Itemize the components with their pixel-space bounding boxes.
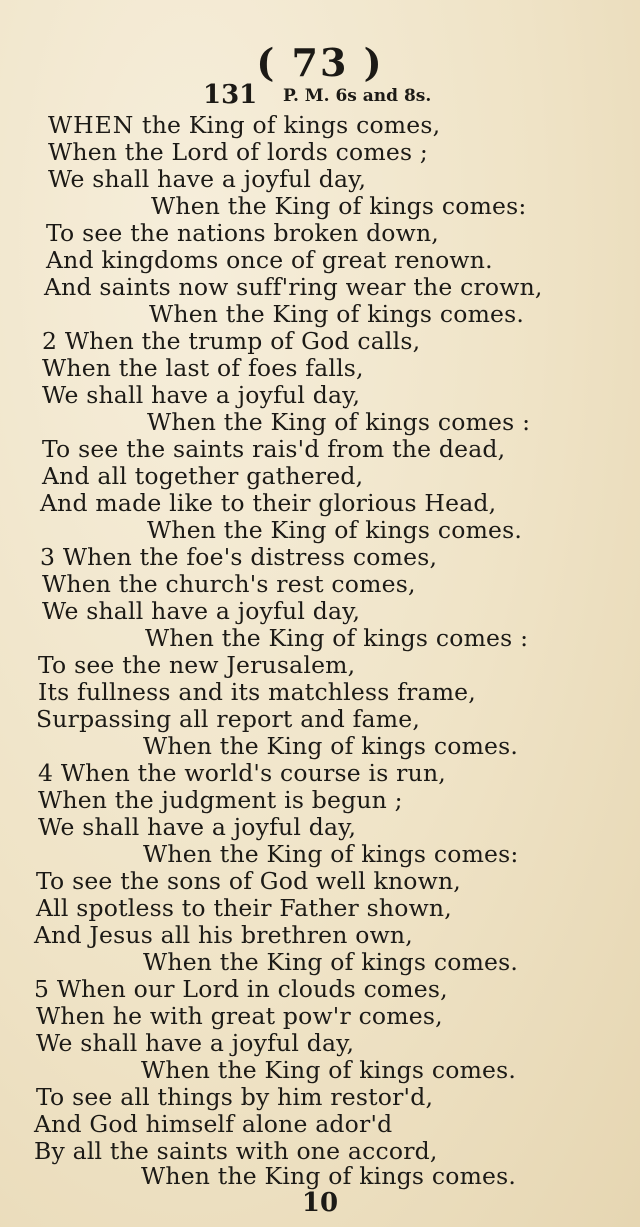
verse-line: 2 When the trump of God calls, bbox=[42, 327, 421, 355]
verse-line: By all the saints with one accord, bbox=[34, 1137, 438, 1165]
refrain-line: When the King of kings comes. bbox=[143, 732, 519, 760]
verse-line: To see the new Jerusalem, bbox=[38, 651, 356, 679]
verse-line: We shall have a joyful day, bbox=[36, 1029, 355, 1057]
verse-line: And saints now suff'ring wear the crown, bbox=[44, 273, 543, 301]
refrain-line: When the King of kings comes : bbox=[147, 408, 531, 436]
verse-line: 3 When the foe's distress comes, bbox=[40, 543, 438, 571]
verse-line-text: the King of kings comes, bbox=[142, 111, 441, 139]
refrain-line: When the King of kings comes : bbox=[145, 624, 529, 652]
verse-line: All spotless to their Father shown, bbox=[36, 894, 452, 922]
hymn-number: 131 bbox=[203, 80, 258, 110]
verse-line: We shall have a joyful day, bbox=[42, 597, 361, 625]
verse-line: To see all things by him restor'd, bbox=[36, 1083, 434, 1111]
verse-line bbox=[48, 112, 440, 139]
verse-line: When the judgment is begun ; bbox=[38, 786, 403, 814]
hymn-header bbox=[0, 80, 640, 112]
verse-line: We shall have a joyful day, bbox=[38, 813, 357, 841]
verse-line: Its fullness and its matchless frame, bbox=[38, 678, 476, 706]
verse-line: When the church's rest comes, bbox=[42, 570, 416, 598]
verse-line: And all together gathered, bbox=[42, 462, 364, 490]
refrain-line: When the King of kings comes. bbox=[141, 1056, 517, 1084]
signature-mark: 10 bbox=[301, 1188, 339, 1218]
verse-line: When he with great pow'r comes, bbox=[36, 1002, 443, 1030]
verse-line: When the Lord of lords comes ; bbox=[48, 138, 428, 166]
refrain-line: When the King of kings comes. bbox=[143, 948, 519, 976]
refrain-line: When the King of kings comes: bbox=[143, 840, 519, 868]
verse-line: We shall have a joyful day, bbox=[48, 165, 367, 193]
refrain-line: When the King of kings comes. bbox=[141, 1162, 517, 1190]
page-number: ( 73 ) bbox=[256, 40, 384, 85]
verse-first-word: WHEN bbox=[48, 111, 135, 139]
verse-line: And made like to their glorious Head, bbox=[40, 489, 497, 517]
verse-line: 5 When our Lord in clouds comes, bbox=[34, 975, 448, 1003]
hymn-meter: P. M. 6s and 8s. bbox=[283, 86, 432, 106]
refrain-line: When the King of kings comes. bbox=[147, 516, 523, 544]
refrain-line: When the King of kings comes. bbox=[149, 300, 525, 328]
verse-line: To see the sons of God well known, bbox=[36, 867, 461, 895]
refrain-line: When the King of kings comes: bbox=[151, 192, 527, 220]
verse-line: 4 When the world's course is run, bbox=[38, 759, 446, 787]
verse-line: And kingdoms once of great renown. bbox=[46, 246, 493, 274]
verse-line: We shall have a joyful day, bbox=[42, 381, 361, 409]
verse-line: And Jesus all his brethren own, bbox=[34, 921, 413, 949]
verse-line: To see the saints rais'd from the dead, bbox=[42, 435, 506, 463]
verse-line: When the last of foes falls, bbox=[42, 354, 364, 382]
verse-line: To see the nations broken down, bbox=[46, 219, 439, 247]
verse-line: Surpassing all report and fame, bbox=[36, 705, 421, 733]
verse-line: And God himself alone ador'd bbox=[34, 1110, 393, 1138]
